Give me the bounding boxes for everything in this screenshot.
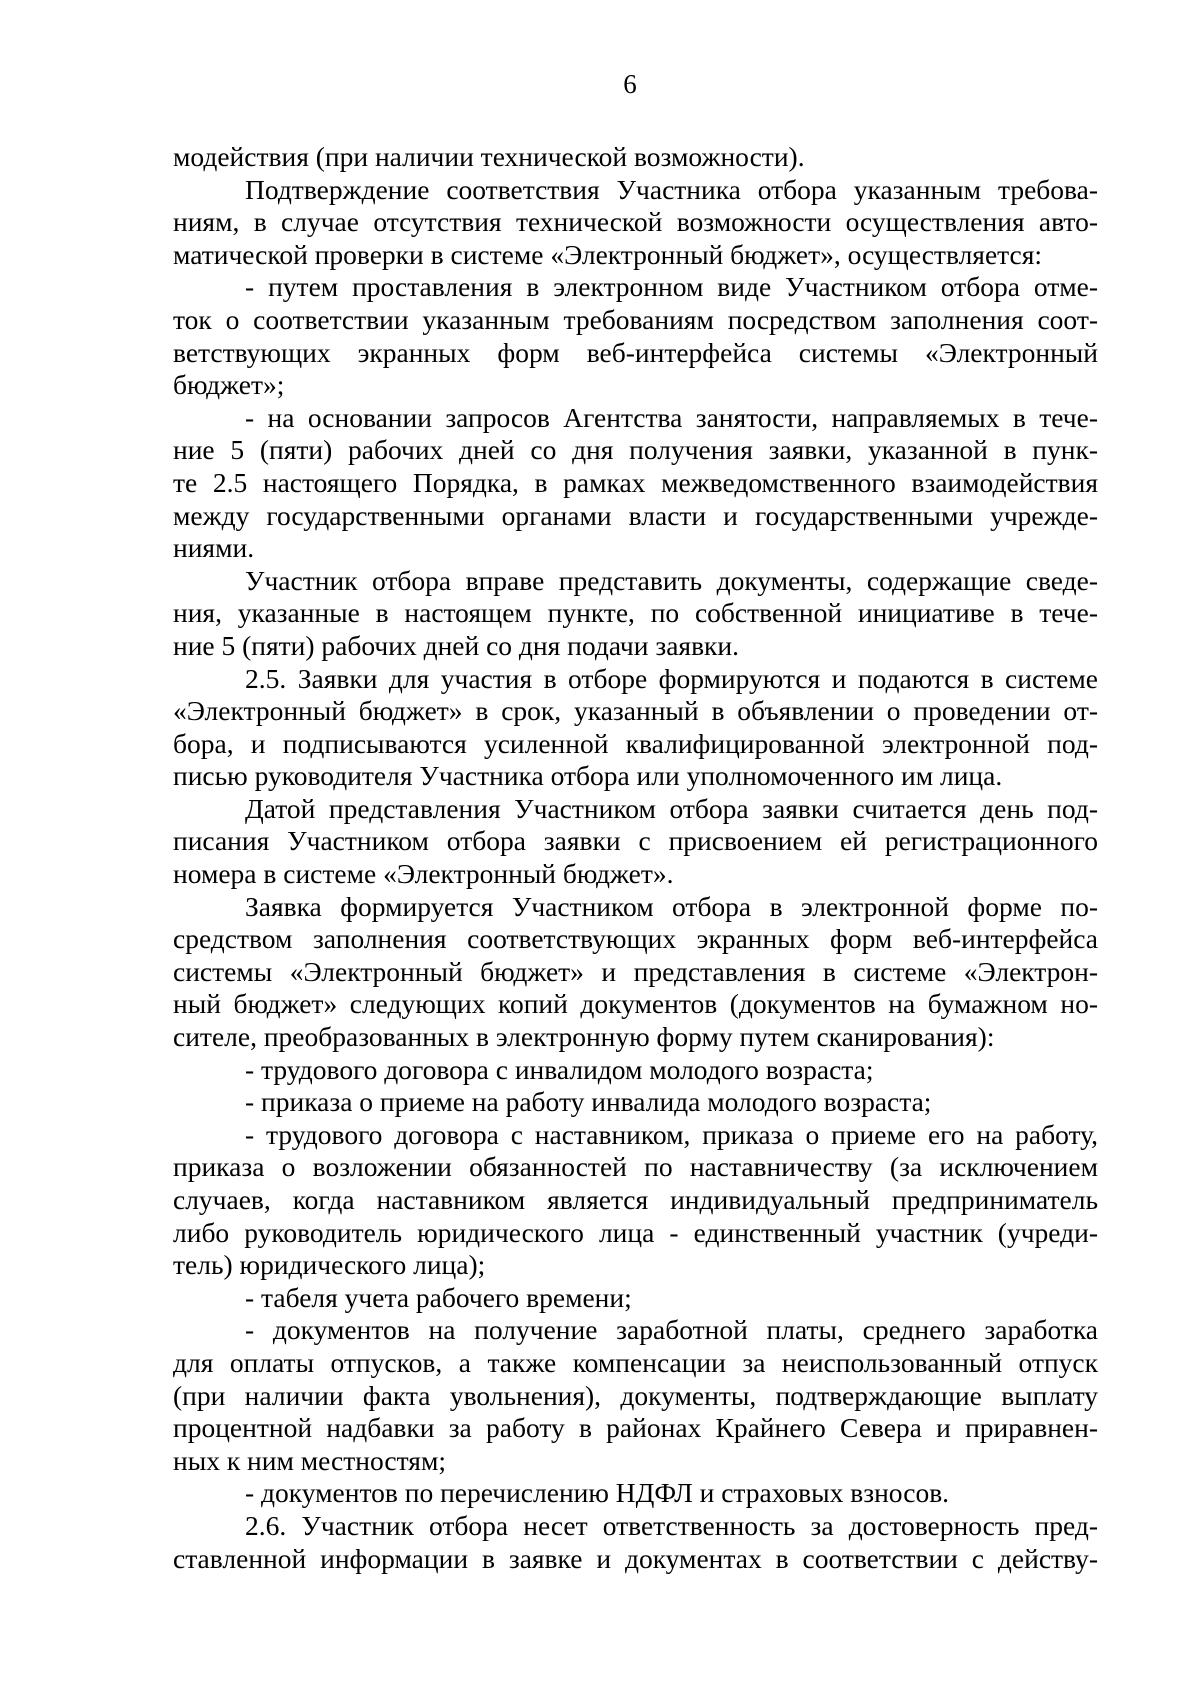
text-line: ниям, в случае отсутствия технической возможности осуществления авто-: [173, 206, 1098, 238]
text-line: ние 5 (пяти) рабочих дней со дня подачи заявки.: [173, 629, 740, 661]
text-line: ния, указанные в настоящем пункте, по собственной инициативе в тече-: [173, 597, 1098, 629]
text-line: (при наличии факта увольнения), документы, подтверждающие выплату: [173, 1379, 1098, 1411]
text-line: - табеля учета рабочего времени;: [245, 1281, 632, 1313]
text-line: ный бюджет» следующих копий документов (документов на бумажном но-: [173, 988, 1098, 1020]
text-line: ветствующих экранных форм веб-интерфейса системы «Электронный: [173, 336, 1098, 368]
text-line: - приказа о приеме на работу инвалида молодого возраста;: [245, 1086, 932, 1118]
document-body: [173, 141, 1098, 1575]
text-line: 2.6. Участник отбора несет ответственность за достоверность пред-: [245, 1509, 1098, 1541]
text-line: номера в системе «Электронный бюджет».: [173, 858, 674, 890]
text-line: 2.5. Заявки для участия в отборе формируются и подаются в системе: [245, 662, 1098, 694]
page-number: 6: [623, 69, 637, 99]
text-line: матической проверки в системе «Электронный бюджет», осуществляется:: [173, 238, 1043, 270]
text-line: либо руководитель юридического лица - единственный участник (учреди-: [173, 1216, 1098, 1248]
text-line: приказа о возложении обязанностей по наставничеству (за исключением: [173, 1151, 1098, 1183]
text-line: ниями.: [173, 532, 255, 564]
text-line: - на основании запросов Агентства занятости, направляемых в тече-: [245, 401, 1098, 433]
text-line: Заявка формируется Участником отбора в электронной форме по-: [245, 890, 1098, 922]
text-line: - документов на получение заработной платы, среднего заработка: [245, 1314, 1098, 1346]
text-line: бора, и подписываются усиленной квалифицированной электронной под-: [173, 727, 1098, 759]
text-line: - путем проставления в электронном виде Участником отбора отме-: [245, 271, 1098, 303]
text-line: системы «Электронный бюджет» и представления в системе «Электрон-: [173, 955, 1098, 987]
text-line: Подтверждение соответствия Участника отбора указанным требова-: [245, 173, 1098, 205]
text-line: Датой представления Участником отбора заявки считается день под-: [245, 792, 1098, 824]
text-line: процентной надбавки за работу в районах Крайнего Севера и приравнен-: [173, 1412, 1098, 1444]
text-line: «Электронный бюджет» в срок, указанный в объявлении о проведении от-: [173, 695, 1098, 727]
text-line: случаев, когда наставником является индивидуальный предприниматель: [173, 1184, 1098, 1215]
text-line: писания Участником отбора заявки с присвоением ей регистрационного: [173, 825, 1098, 857]
text-line: сителе, преобразованных в электронную форму путем сканирования):: [173, 1021, 995, 1053]
text-line: ток о соответствии указанным требованиям посредством заполнения соот-: [173, 303, 1098, 335]
text-line: писью руководителя Участника отбора или уполномоченного им лица.: [173, 760, 1003, 792]
text-line: бюджет»;: [173, 369, 285, 401]
text-line: между государственными органами власти и государственными учрежде-: [173, 499, 1098, 531]
text-line: ных к ним местностям;: [173, 1444, 446, 1476]
text-line: Участник отбора вправе представить документы, содержащие сведе-: [245, 564, 1098, 596]
text-line: ставленной информации в заявке и документах в соответствии с действу-: [173, 1542, 1098, 1574]
text-line: - трудового договора с наставником, приказа о приеме его на работу,: [245, 1118, 1098, 1150]
text-line: модействия (при наличии технической возможности).: [173, 141, 805, 172]
text-line: ние 5 (пяти) рабочих дней со дня получения заявки, указанной в пунк-: [173, 434, 1098, 466]
text-line: тель) юридического лица);: [173, 1249, 486, 1281]
text-line: - трудового договора с инвалидом молодого возраста;: [245, 1053, 874, 1085]
text-line: те 2.5 настоящего Порядка, в рамках межведомственного взаимодействия: [173, 466, 1098, 498]
text-line: - документов по перечислению НДФЛ и страховых взносов.: [245, 1477, 950, 1509]
text-line: средством заполнения соответствующих экранных форм веб-интерфейса: [173, 923, 1098, 955]
text-line: для оплаты отпусков, а также компенсации за неиспользованный отпуск: [173, 1346, 1098, 1378]
